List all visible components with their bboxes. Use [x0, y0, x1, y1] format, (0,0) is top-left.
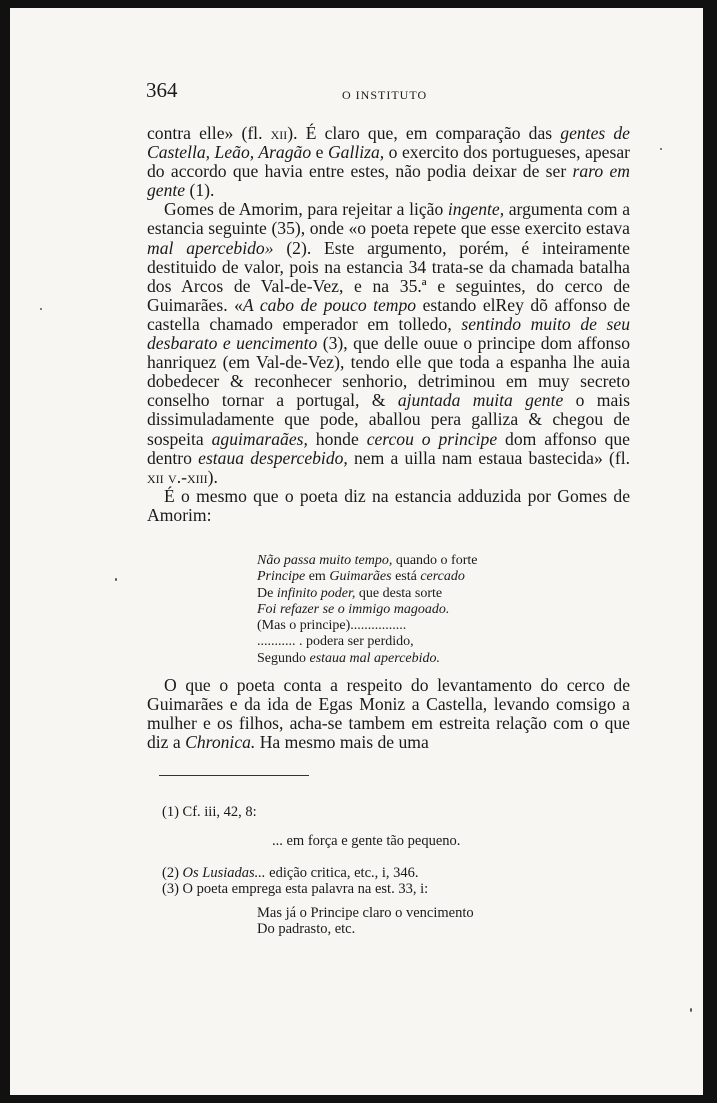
paragraph-2: Gomes de Amorim, para rejeitar a lição ingente, argumenta com a estancia seguinte (35), onde «o poeta repete que esse exercito estava mal apercebido» (2). Este argumento, porém, é inteiramente destituido de valor, pois na estancia 34 trata-se da chamada batalha dos Arcos de Val-de-Vez, e na 35.ª e seguintes, do cerco de Guimarães. «A cabo de pouco tempo estando elRey dõ affonso de castella chamado emperador em tolledo, sentindo muito de seu desbarato e uencimento (3), que delle ouue o principe dom affonso hanriquez (em Val-de-Vez), tendo elle que toda a espanha lhe auia dobedecer & reconhecer senhorio, detriminou em muy secreto conselho tornar a portugal, & ajuntada muita gente o mais dissimuladamente que pode, aballou pera galliza & chegou de sospeita aguimaraães, honde cercou o principe dom affonso que dentro estaua despercebido, nem a uilla nam estaua bastecida» (fl. xii v.-xiii). — [147, 199, 631, 487]
footnote-3: (3) O poeta emprega esta palavra na est. 33, i: — [162, 881, 429, 897]
footnote-1: (1) Cf. iii, 42, 8: — [162, 804, 257, 820]
paper-speck — [115, 578, 117, 581]
footnote-rule — [159, 775, 309, 776]
paragraph-1: contra elle» (fl. xii). É claro que, em comparação das gentes de Castella, Leão, Aragão e Galliza, o exercito dos portugueses, apesar do accordo que havia entre estes, não podia deixar de ser raro em gente (1). — [147, 123, 630, 201]
verse-line: ........... . podera ser perdido, — [257, 634, 414, 650]
paper-speck — [40, 308, 42, 310]
page-number: 364 — [146, 78, 178, 102]
book-page — [10, 8, 703, 1095]
verse-line: Foi refazer se o immigo magoado. — [257, 601, 450, 617]
footnote-2: (2) Os Lusiadas... edição critica, etc., i, 346. — [162, 865, 419, 881]
verse-line: De infinito poder, que desta sorte — [257, 585, 443, 601]
paper-speck — [660, 148, 662, 150]
paper-speck — [690, 1008, 692, 1012]
verse-line: Segundo estaua mal apercebido. — [257, 650, 441, 666]
verse-line: Principe em Guimarães está cercado — [257, 569, 465, 585]
main-text — [147, 124, 630, 525]
paragraph-3: É o mesmo que o poeta diz na estancia adduzida por Gomes de Amorim: — [147, 485, 630, 525]
page-header — [146, 78, 666, 108]
footnote-1-quote: ... em força e gente tão pequeno. — [272, 833, 461, 849]
verse-line: Não passa muito tempo, quando o forte — [257, 553, 478, 568]
footnote-3-quote-line: Mas já o Principe claro o vencimento — [257, 905, 474, 921]
running-title: O INSTITUTO — [342, 88, 428, 102]
paragraph-4: O que o poeta conta a respeito do levantamento do cerco de Guimarães e da ida de Egas Moniz a Castella, levando comsigo a mulher e os filhos, acha-se tambem em estreita relação com o que diz a Chronica. Ha mesmo mais de uma — [147, 675, 630, 753]
footnote-3-quote-line: Do padrasto, etc. — [257, 921, 356, 937]
verse-line: (Mas o principe)................ — [257, 618, 407, 634]
verse-quotation — [257, 553, 557, 667]
